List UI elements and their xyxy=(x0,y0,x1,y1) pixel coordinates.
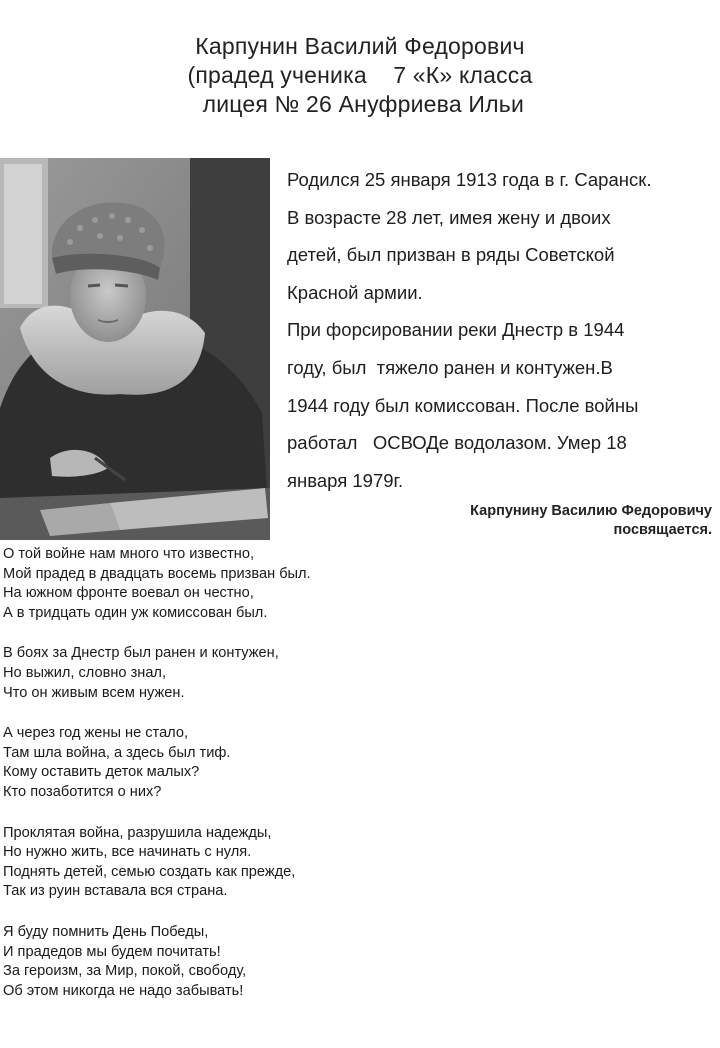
poem-line: Что он живым всем нужен. xyxy=(3,684,185,701)
bio-line: детей, был призван в ряды Советской xyxy=(287,244,615,266)
portrait-photo xyxy=(0,158,270,540)
poem-line: Кому оставить деток малых? xyxy=(3,764,200,781)
poem-stanza xyxy=(3,824,703,902)
title-line-1: Карпунин Василий Федорович xyxy=(195,33,525,59)
poem-line: На южном фронте воевал он честно, xyxy=(3,585,254,602)
poem-stanza xyxy=(3,724,703,802)
poem-line: А через год жены не стало, xyxy=(3,725,189,742)
poem-line: Проклятая война, разрушила надежды, xyxy=(3,824,272,841)
poem xyxy=(3,545,703,1022)
poem-line: Об этом никогда не надо забывать! xyxy=(3,982,244,999)
poem-line: Но нужно жить, все начинать с нуля. xyxy=(3,844,252,861)
bio-line: При форсировании реки Днестр в 1944 xyxy=(287,319,625,341)
page-title xyxy=(0,32,720,119)
bio-line: 1944 году был комиссован. После войны xyxy=(287,394,639,416)
poem-line: Там шла война, а здесь был тиф. xyxy=(3,744,231,761)
dedication xyxy=(470,502,712,540)
dedication-line-1: Карпунину Василию Федоровичу xyxy=(470,503,712,519)
dedication-line-2: посвящается. xyxy=(613,522,712,538)
biography-text xyxy=(287,161,717,499)
title-line-3: лицея № 26 Ануфриева Ильи xyxy=(195,91,524,117)
bio-line: году, был тяжело ранен и контужен.В xyxy=(287,356,613,378)
poem-line: А в тридцать один уж комиссован был. xyxy=(3,604,268,621)
bio-line: Красной армии. xyxy=(287,281,423,303)
poem-line: И прадедов мы будем почитать! xyxy=(3,943,221,960)
poem-stanza xyxy=(3,644,703,703)
poem-line: За героизм, за Мир, покой, свободу, xyxy=(3,963,247,980)
poem-line: Я буду помнить День Победы, xyxy=(3,923,209,940)
poem-line: Так из руин вставала вся страна. xyxy=(3,883,228,900)
bio-line: В возрасте 28 лет, имея жену и двоих xyxy=(287,206,611,228)
poem-line: Кто позаботится о них? xyxy=(3,783,162,800)
poem-line: Мой прадед в двадцать восемь призван был. xyxy=(3,565,311,582)
bio-line: Родился 25 января 1913 года в г. Саранск. xyxy=(287,169,652,190)
poem-line: Но выжил, словно знал, xyxy=(3,664,167,681)
poem-line: В боях за Днестр был ранен и контужен, xyxy=(3,645,279,662)
poem-line: Поднять детей, семью создать как прежде, xyxy=(3,863,296,880)
title-line-2: (прадед ученика 7 «К» класса xyxy=(187,62,533,88)
bio-line: января 1979г. xyxy=(287,469,404,491)
poem-stanza xyxy=(3,545,703,623)
poem-line: О той войне нам много что известно, xyxy=(3,546,255,562)
bio-line: работал ОСВОДе водолазом. Умер 18 xyxy=(287,432,627,454)
poem-stanza xyxy=(3,923,703,1001)
